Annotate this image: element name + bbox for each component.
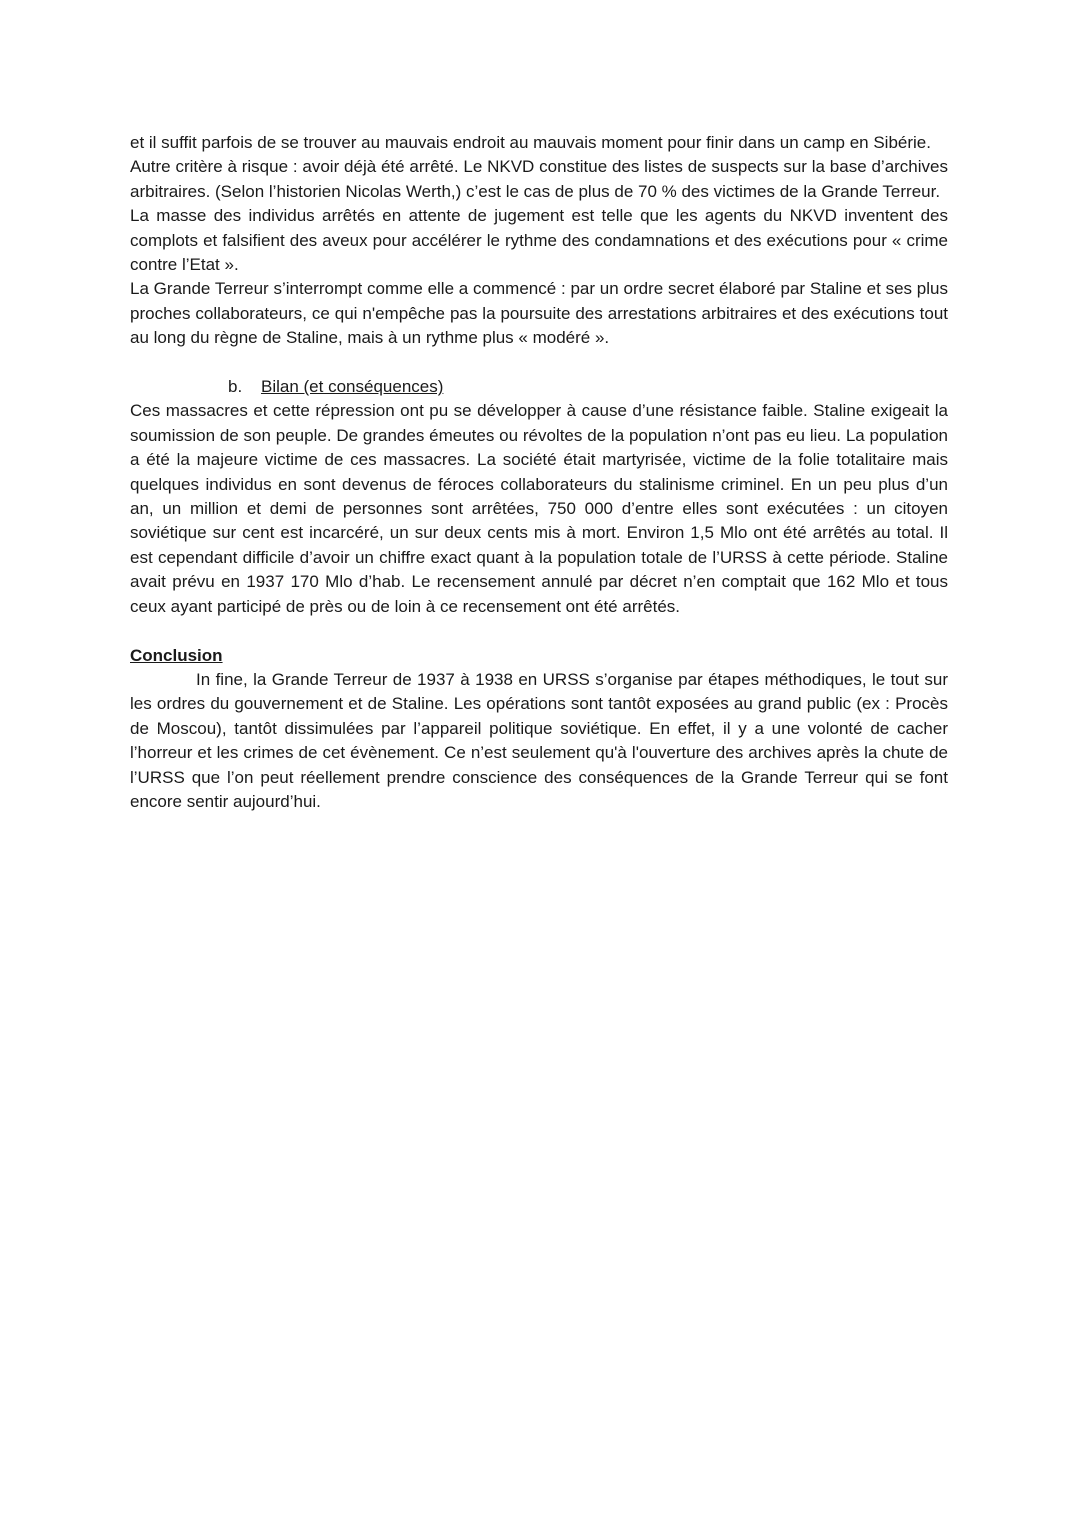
conclusion-paragraph: In fine, la Grande Terreur de 1937 à 1938 en URSS s’organise par étapes méthodiques, le tout sur les ordres du gouvernement et de Staline. Les opérations sont tantôt exposées au grand public (ex : Procès de Moscou), tantôt dissimulées par l’appareil politique soviétique. En effet, il y a une volonté de cacher l’horreur et les crimes de cet évènement. Ce n’est seulement qu'à l'ouverture des archives après la chute de l’URSS que l’on peut réellement prendre conscience des conséquences de la Grande Terreur qui se font encore sentir aujourd’hui.	[130, 669, 948, 811]
section-b-paragraph: Ces massacres et cette répression ont pu se développer à cause d’une résistance faible. Staline exigeait la soumission de son peuple. De grandes émeutes ou révoltes de la population n’ont pas eu lieu. La population a été la majeure victime de ces massacres. La société était martyrisée, victime de la folie totalitaire mais quelques individus en sont devenus de féroces collaborateurs du stalinisme criminel. En un peu plus d’un an, un million et demi de personnes sont arrêtées, 750 000 d’entre elles sont exécutées : un citoyen soviétique sur cent est incarcéré, un sur deux cents mis à mort. Environ 1,5 Mlo ont été arrêtés au total. Il est cependant difficile d’avoir un chiffre exact quant à la population totale de l’URSS à cette période. Staline avait prévu en 1937 170 Mlo d’hab. Le recensement annulé par décret n’en comptait que 162 Mlo et tous ceux ayant participé de près ou de loin à ce recensement ont été arrêtés.	[130, 401, 948, 616]
document-page	[130, 131, 948, 814]
section-b-heading	[130, 375, 948, 399]
conclusion-title: Conclusion	[130, 645, 223, 665]
section-b-title: Bilan (et conséquences)	[261, 377, 444, 397]
intro-paragraph-4: La Grande Terreur s’interrompt comme elle a commencé : par un ordre secret élaboré par Staline et ses plus proches collaborateurs, ce qui n'empêche pas la poursuite des arrestations arbitraires et des exécutions tout au long du règne de Staline, mais à un rythme plus « modéré ».	[130, 279, 948, 348]
intro-paragraph-3: La masse des individus arrêtés en attente de jugement est telle que les agents du NKVD inventent des complots et falsifient des aveux pour accélérer le rythme des condamnations et des exécutions pour « crime contre l’Etat ».	[130, 206, 948, 275]
section-b-letter: b.	[228, 377, 243, 397]
intro-paragraph-2: Autre critère à risque : avoir déjà été arrêté. Le NKVD constitue des listes de suspects sur la base d’archives arbitraires. (Selon l’historien Nicolas Werth,) c’est le cas de plus de 70 % des victimes de la Grande Terreur.	[130, 157, 948, 201]
intro-paragraph-1: et il suffit parfois de se trouver au mauvais endroit au mauvais moment pour finir dans un camp en Sibérie.	[130, 133, 931, 152]
